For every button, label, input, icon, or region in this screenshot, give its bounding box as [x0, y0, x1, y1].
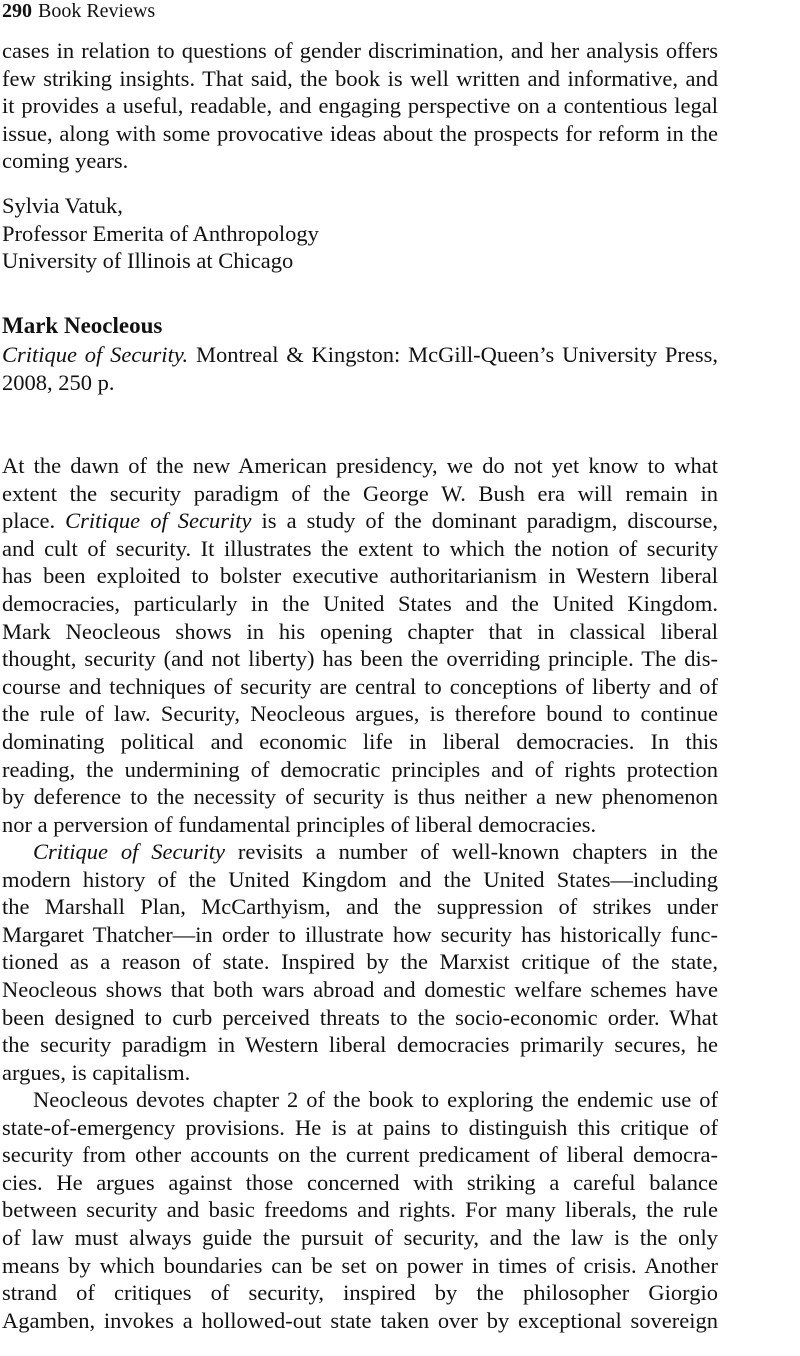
text-line	[2, 838, 718, 866]
book-citation	[2, 341, 718, 396]
text-line: and cult of security. It illustrates the extent to which the notion of security	[2, 535, 718, 561]
text-line: Agamben, invokes a hollowed-out state taken over by exceptional sovereign	[2, 1307, 718, 1333]
text-line: dominating political and economic life in liberal democracies. In this	[2, 728, 718, 754]
text-line: means by which boundaries can be set on power in times of crisis. Another	[2, 1252, 718, 1278]
text-line: it provides a useful, readable, and engaging perspective on a contentious legal	[2, 93, 718, 119]
book-title: Critique of Security.	[2, 342, 189, 367]
text-line: the Marshall Plan, McCarthyism, and the suppression of strikes under	[2, 894, 718, 920]
text-line: cies. He argues against those concerned with striking a careful balance	[2, 1169, 718, 1195]
text-line: modern history of the United Kingdom and the United States—including	[2, 866, 718, 892]
text-line: few striking insights. That said, the book is well written and informative, and	[2, 65, 718, 91]
text-line: thought, security (and not liberty) has been the overriding principle. The dis-	[2, 646, 718, 672]
text-line: state-of-emergency provisions. He is at pains to distinguish this critique of	[2, 1114, 718, 1140]
review-paragraph-1	[2, 452, 718, 838]
page-number: 290	[2, 0, 32, 22]
reviewer-signature	[2, 192, 718, 275]
text-line: nor a perversion of fundamental principles of liberal democracies.	[2, 811, 597, 837]
review-author-heading: Mark Neocleous	[2, 313, 163, 338]
text-line	[2, 507, 718, 535]
text-line: Mark Neocleous shows in his opening chapter that in classical liberal	[2, 618, 718, 644]
text-line: argues, is capitalism.	[2, 1059, 191, 1085]
text-fragment: revisits a number of well-known chapters in the	[225, 839, 718, 864]
text-line: tioned as a reason of state. Inspired by the Marxist critique of the state,	[2, 949, 718, 975]
citation-line	[2, 341, 718, 369]
text-line: the security paradigm in Western liberal democracies primarily secures, he	[2, 1032, 718, 1058]
previous-review-closing-paragraph	[2, 37, 718, 175]
reviewer-title: Professor Emerita of Anthropology	[2, 220, 319, 246]
book-title-inline: Critique of Security	[33, 839, 225, 864]
text-line: Neocleous devotes chapter 2 of the book to exploring the endemic use of	[33, 1087, 718, 1112]
text-line: reading, the undermining of democratic principles and of rights protection	[2, 756, 718, 782]
text-line: issue, along with some provocative ideas about the prospects for reform in the	[2, 120, 718, 146]
citation-publisher: Montreal & Kingston: McGill-Queen’s University Press,	[188, 342, 718, 367]
text-line: of law must always guide the pursuit of security, and the law is the only	[2, 1224, 718, 1250]
text-line: has been exploited to bolster executive authoritarianism in Western liberal	[2, 563, 718, 589]
reviewer-name: Sylvia Vatuk,	[2, 193, 123, 218]
text-line: been designed to curb perceived threats to the socio-economic order. What	[2, 1004, 718, 1030]
text-line: the rule of law. Security, Neocleous argues, is therefore bound to continue	[2, 701, 718, 727]
text-line: course and techniques of security are central to conceptions of liberty and of	[2, 673, 718, 699]
running-title: Book Reviews	[38, 0, 156, 22]
text-line: between security and basic freedoms and rights. For many liberals, the rule	[2, 1197, 718, 1223]
text-line: Neocleous shows that both wars abroad and domestic welfare schemes have	[2, 976, 718, 1002]
citation-line: 2008, 250 p.	[2, 369, 115, 395]
text-line: extent the security paradigm of the George W. Bush era will remain in	[2, 480, 718, 506]
text-line: strand of critiques of security, inspired by the philosopher Giorgio	[2, 1280, 718, 1306]
text-line: At the dawn of the new American presidency, we do not yet know to what	[2, 453, 718, 478]
running-header	[2, 0, 155, 24]
review-paragraph-2	[2, 838, 718, 1086]
text-fragment: place.	[2, 508, 66, 534]
reviewer-affiliation: University of Illinois at Chicago	[2, 248, 294, 274]
text-fragment: is a study of the dominant paradigm, discourse,	[251, 508, 719, 534]
text-line: democracies, particularly in the United States and the United Kingdom.	[2, 590, 718, 616]
text-line: by deference to the necessity of security is thus neither a new phenomenon	[2, 784, 718, 810]
book-title-inline: Critique of Security	[65, 508, 252, 534]
text-line: cases in relation to questions of gender discrimination, and her analysis offers	[2, 38, 718, 63]
text-line: Margaret Thatcher—in order to illustrate how security has historically func-	[2, 921, 718, 947]
text-line: security from other accounts on the current predicament of liberal democra-	[2, 1142, 718, 1168]
review-paragraph-3	[2, 1086, 718, 1334]
text-line: coming years.	[2, 148, 129, 174]
